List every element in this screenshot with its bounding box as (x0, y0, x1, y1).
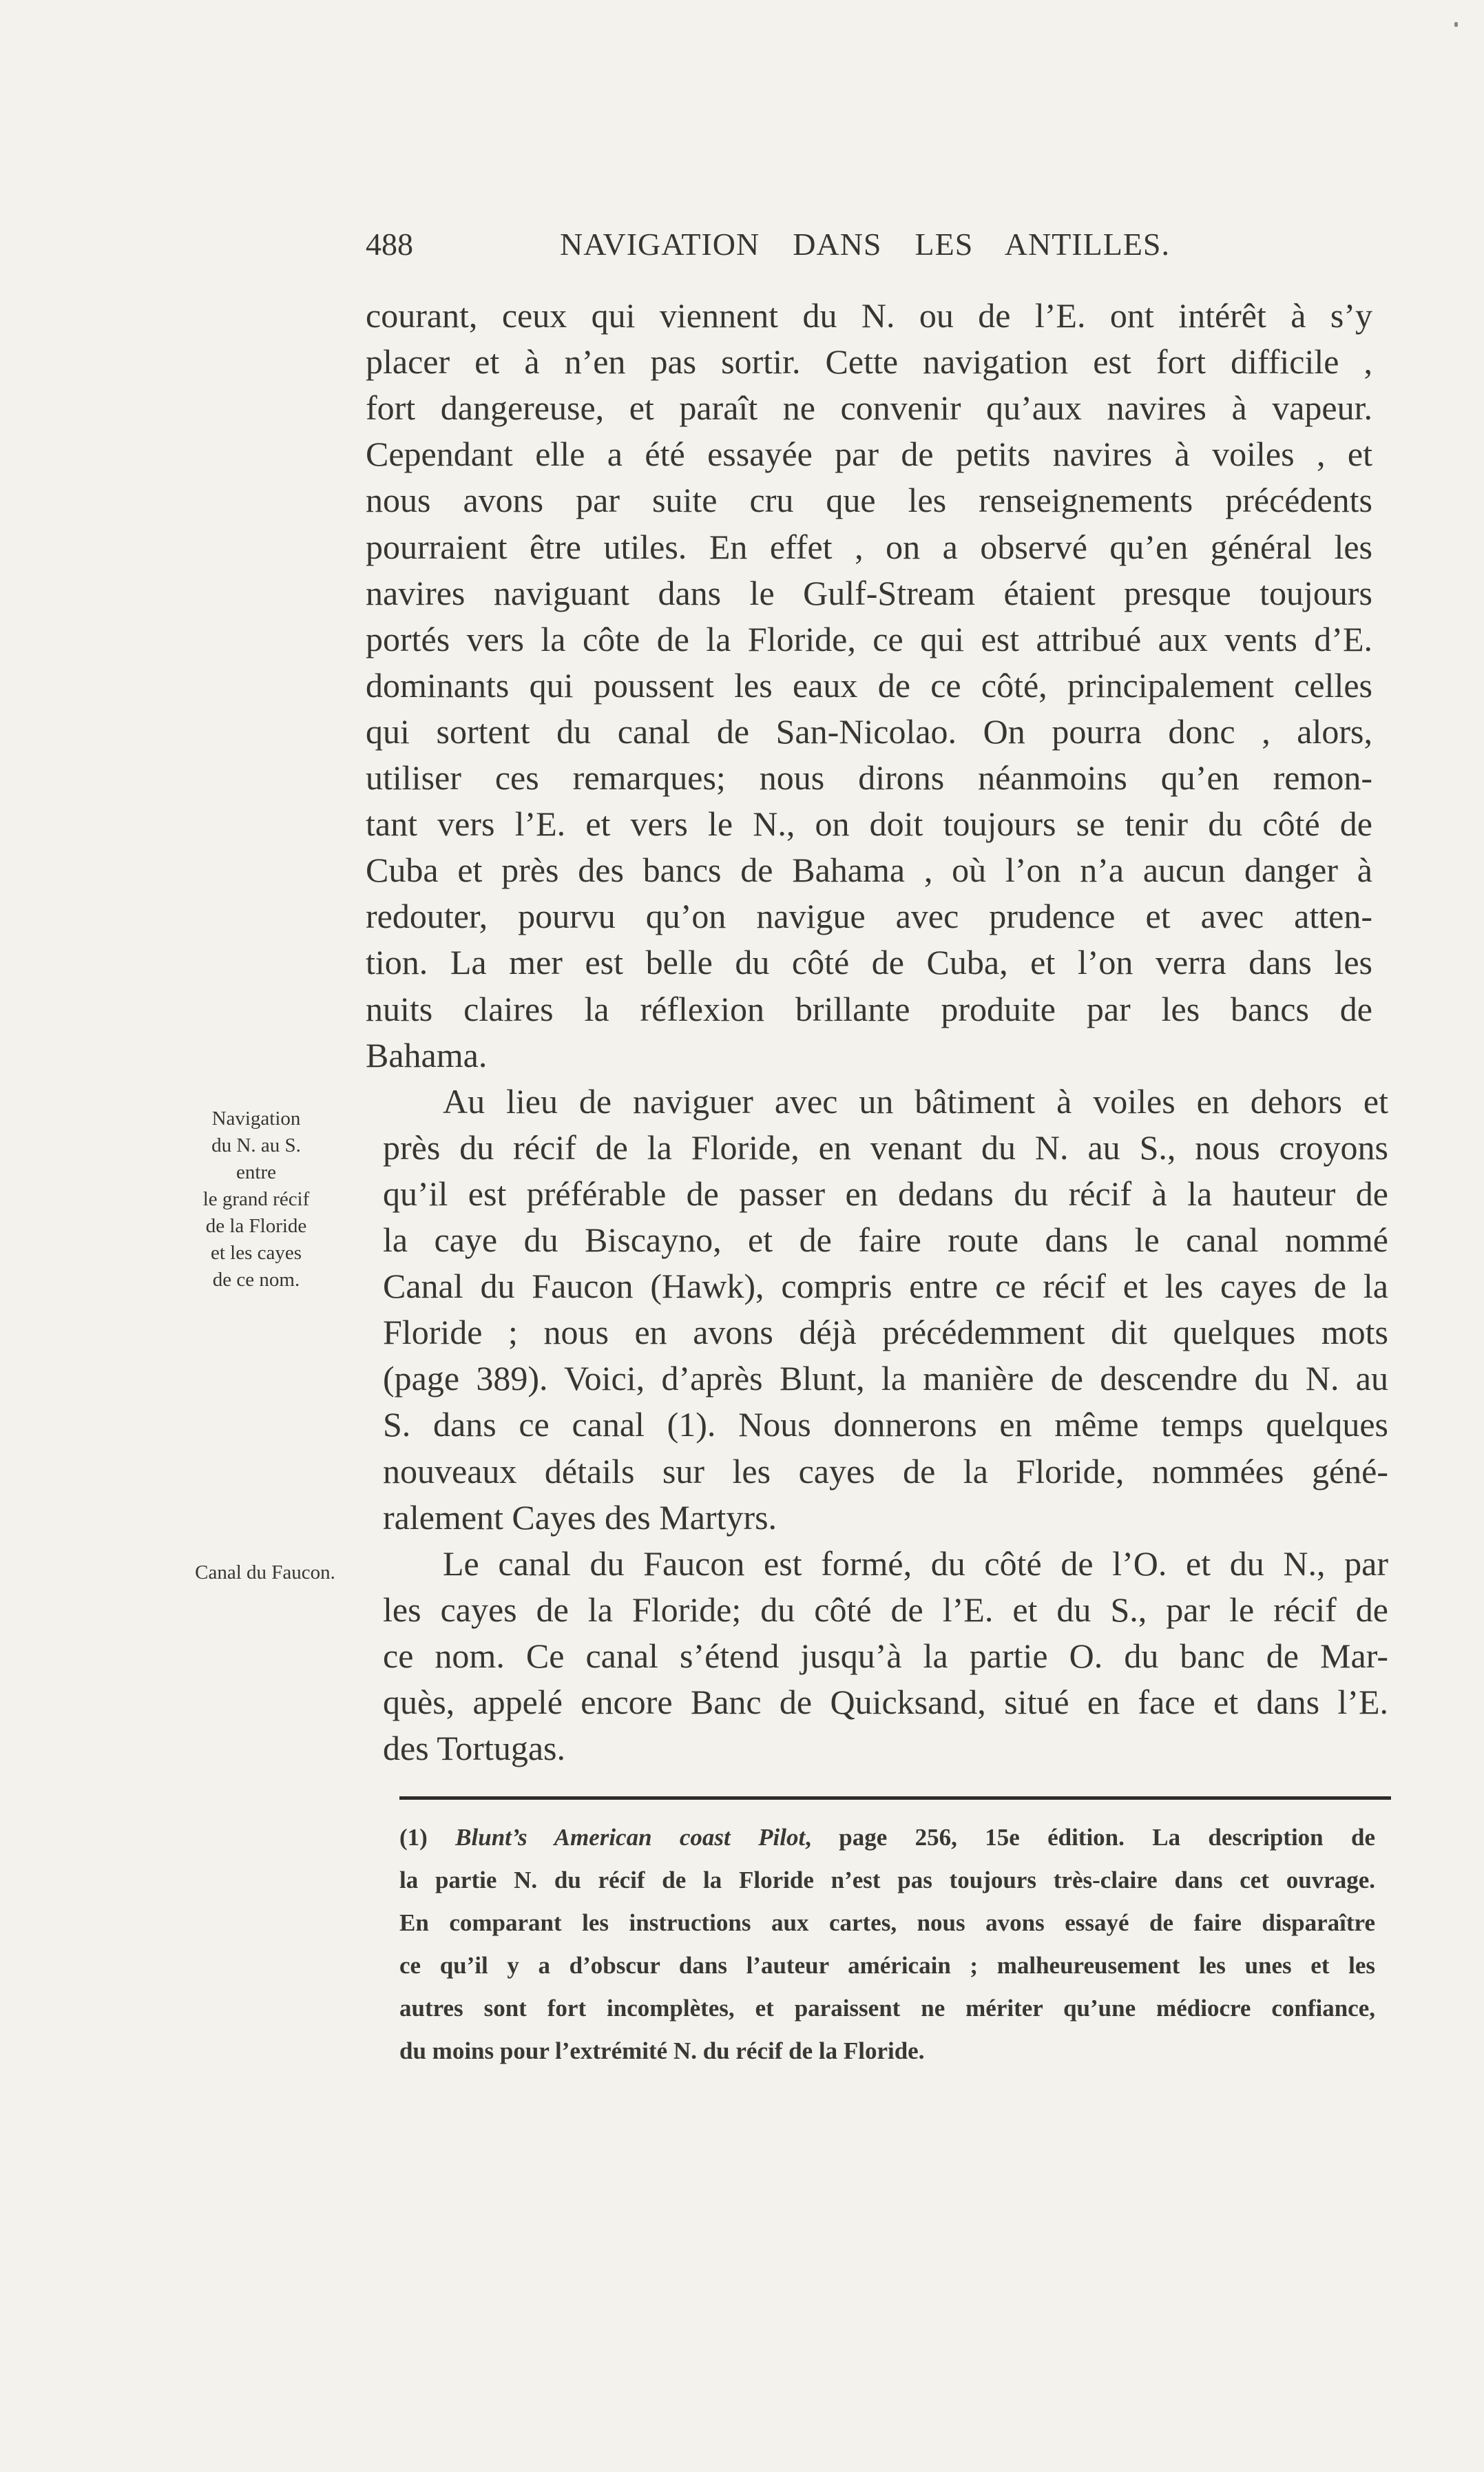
body-line: Floride ; nous en avons déjà précédemment dit quelques mots (383, 1313, 1388, 1352)
body-line: près du récif de la Floride, en venant du N. au S., nous croyons (383, 1128, 1388, 1167)
body-line: Bahama. (366, 1035, 488, 1074)
body-line: ralement Cayes des Martyrs. (383, 1497, 777, 1537)
body-line: la caye du Biscayno, et de faire route dans le canal nommé (383, 1221, 1388, 1259)
margin-note-line: entre (236, 1161, 276, 1183)
footnote-line: ce qu’il y a d’obscur dans l’auteur américain ; malheureusement les unes et les (399, 1952, 1375, 1979)
body-line: utiliser ces remarques; nous dirons néanmoins qu’en remon- (366, 758, 1372, 797)
margin-note-line: Navigation (211, 1108, 301, 1130)
body-line: Canal du Faucon (Hawk), compris entre ce récif et les cayes de la (383, 1267, 1388, 1306)
body-line: les cayes de la Floride; du côté de l’E. et du S., par le récif de (383, 1590, 1388, 1629)
margin-note-line: le grand récif (202, 1188, 310, 1210)
body-line: tion. La mer est belle du côté de Cuba, et l’on verra dans les (366, 943, 1372, 982)
body-line: Cependant elle a été essayée par de petits navires à voiles , et (366, 435, 1372, 474)
running-title: NAVIGATION DANS LES ANTILLES. (560, 227, 1170, 262)
scan-speck (1454, 22, 1458, 27)
margin-note-line: Canal du Faucon. (195, 1561, 335, 1583)
page-number: 488 (366, 227, 413, 262)
footnote-line: du moins pour l’extrémité N. du récif de la Floride. (399, 2037, 925, 2064)
footnote-line: autres sont fort incomplètes, et paraissent ne mériter qu’une médiocre confiance, (399, 1995, 1375, 2022)
body-line: nouveaux détails sur les cayes de la Floride, nommées géné- (383, 1451, 1388, 1491)
body-line: Le canal du Faucon est formé, du côté de l’O. et du N., par (443, 1544, 1388, 1583)
body-line: des Tortugas. (383, 1729, 565, 1768)
footnote-marker: (1) (399, 1824, 428, 1851)
body-line: redouter, pourvu qu’on navigue avec prudence et avec atten- (366, 897, 1372, 936)
footnote-source-title: Blunt’s American coast Pilot (455, 1824, 806, 1851)
body-line: nous avons par suite cru que les renseignements précédents (366, 481, 1372, 520)
body-line: Au lieu de naviguer avec un bâtiment à voiles en dehors et (443, 1081, 1388, 1121)
footnote-rule (399, 1796, 1391, 1800)
body-line: qu’il est préférable de passer en dedans du récif à la hauteur de (383, 1174, 1388, 1213)
body-line: placer et à n’en pas sortir. Cette navigation est fort difficile , (366, 342, 1372, 382)
body-line: pourraient être utiles. En effet , on a observé qu’en général les (366, 527, 1372, 566)
body-line: navires naviguant dans le Gulf-Stream étaient presque toujours (366, 573, 1372, 612)
body-line: courant, ceux qui viennent du N. ou de l’E. ont intérêt à s’y (366, 296, 1372, 335)
body-line: Cuba et près des bancs de Bahama , où l’on n’a aucun danger à (366, 851, 1372, 890)
margin-note-line: de la Floride (205, 1215, 307, 1237)
body-line: portés vers la côte de la Floride, ce qui est attribué aux vents d’E. (366, 619, 1372, 658)
body-line: fort dangereuse, et paraît ne convenir qu’aux navires à vapeur. (366, 388, 1372, 428)
body-line: tant vers l’E. et vers le N., on doit toujours se tenir du côté de (366, 804, 1372, 844)
footnote-line (399, 1816, 1375, 1859)
body-line: dominants qui poussent les eaux de ce côté, principalement celles (366, 665, 1372, 705)
body-line: (page 389). Voici, d’après Blunt, la manière de descendre du N. au (383, 1359, 1388, 1398)
margin-note-line: du N. au S. (211, 1134, 301, 1156)
margin-note-line: et les cayes (210, 1242, 302, 1264)
body-line: ce nom. Ce canal s’étend jusqu’à la partie O. du banc de Mar- (383, 1636, 1388, 1675)
body-line: S. dans ce canal (1). Nous donnerons en même temps quelques (383, 1405, 1388, 1444)
body-line: nuits claires la réflexion brillante produite par les bancs de (366, 989, 1372, 1028)
body-line: qui sortent du canal de San-Nicolao. On pourra donc , alors, (366, 712, 1372, 751)
body-line: quès, appelé encore Banc de Quicksand, situé en face et dans l’E. (383, 1683, 1388, 1721)
margin-note-line: de ce nom. (212, 1269, 300, 1291)
footnote-line: la partie N. du récif de la Floride n’est pas toujours très-claire dans cet ouvrage. (399, 1867, 1375, 1893)
footnote-text: , page 256, 15e édition. La description de (805, 1824, 1375, 1851)
footnote-line: En comparant les instructions aux cartes, nous avons essayé de faire disparaître (399, 1909, 1375, 1936)
